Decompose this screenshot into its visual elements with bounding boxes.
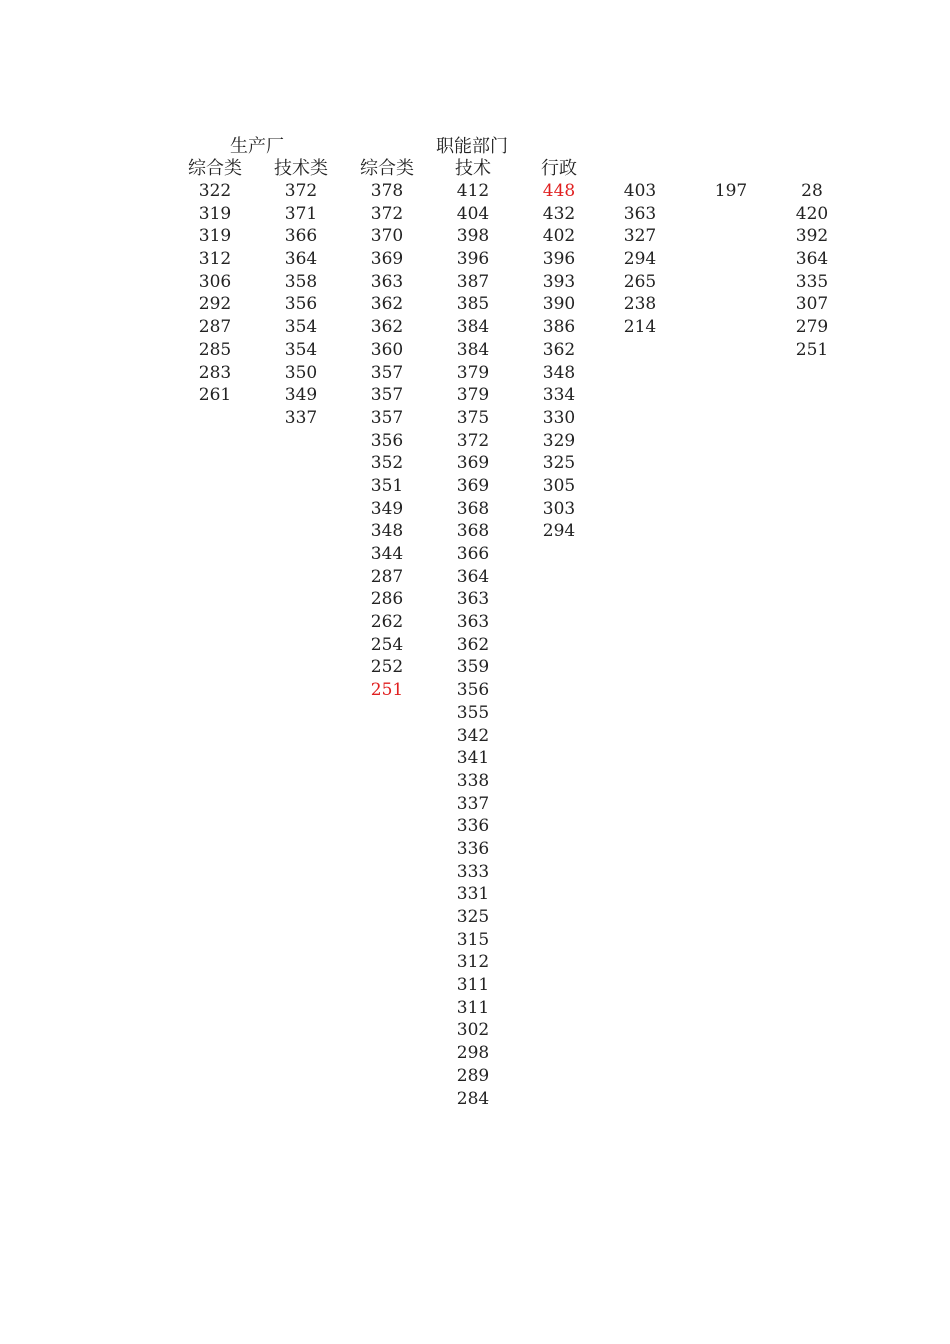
table-cell: 214 (623, 317, 657, 338)
table-cell: 357 (370, 385, 404, 406)
table-cell: 371 (284, 203, 318, 224)
table-cell: 379 (456, 385, 490, 406)
table-cell: 363 (370, 271, 404, 292)
table-cell: 390 (542, 294, 576, 315)
table-cell: 362 (542, 339, 576, 360)
table-cell: 338 (456, 770, 490, 791)
table-cell: 386 (542, 317, 576, 338)
table-cell: 372 (284, 181, 318, 201)
table-cell: 348 (370, 521, 404, 542)
table-cell: 319 (198, 226, 232, 247)
column-header (772, 158, 852, 180)
table-cell: 336 (456, 816, 490, 837)
column-header: 综合类 (360, 158, 414, 179)
table-cell: 311 (456, 997, 490, 1018)
table-cell: 364 (284, 249, 318, 270)
table-cell: 285 (198, 339, 232, 360)
table-cell: 432 (542, 203, 576, 224)
table-cell: 287 (370, 566, 404, 587)
table-cell: 337 (456, 793, 490, 814)
table-cell: 344 (370, 544, 404, 564)
table-cell: 420 (795, 203, 829, 224)
column-header: 技术类 (274, 158, 328, 179)
table-cell: 393 (542, 271, 576, 292)
table-cell: 305 (542, 475, 576, 496)
table-cell: 341 (456, 748, 490, 769)
table-cell: 311 (456, 975, 490, 996)
table-cell: 354 (284, 317, 318, 338)
table-cell: 384 (456, 339, 490, 360)
table-cell: 294 (623, 249, 657, 270)
table-cell: 349 (370, 498, 404, 519)
table-cell: 330 (542, 407, 576, 428)
column-functional-technical (433, 158, 513, 1110)
table-cell: 357 (370, 362, 404, 383)
table-cell: 372 (370, 203, 404, 224)
table-cell: 352 (370, 453, 404, 474)
table-cell: 448 (542, 181, 576, 201)
table-cell: 289 (456, 1065, 490, 1086)
table-cell: 306 (198, 271, 232, 292)
table-cell: 307 (795, 294, 829, 315)
table-cell: 298 (456, 1043, 490, 1064)
column-values (691, 180, 771, 203)
table-cell: 350 (284, 362, 318, 383)
table-cell: 333 (456, 861, 490, 882)
table-cell: 362 (456, 634, 490, 655)
group-header-functional: 职能部门 (436, 136, 508, 157)
table-cell: 378 (370, 181, 404, 201)
table-cell: 279 (795, 317, 829, 338)
table-cell: 363 (456, 589, 490, 610)
table-cell: 358 (284, 271, 318, 292)
table-cell: 412 (456, 181, 490, 201)
table-cell: 334 (542, 385, 576, 406)
table-cell: 355 (456, 702, 490, 723)
table-cell: 337 (284, 407, 318, 428)
table-cell: 384 (456, 317, 490, 338)
table-cell: 396 (456, 249, 490, 270)
table-cell: 325 (542, 453, 576, 474)
table-cell: 251 (795, 339, 829, 360)
table-cell: 402 (542, 226, 576, 247)
table-cell: 322 (198, 181, 232, 201)
column-header: 综合类 (188, 158, 242, 179)
table-cell: 312 (198, 249, 232, 270)
column-production-general (175, 158, 255, 407)
column-values (772, 180, 852, 362)
table-cell: 369 (456, 475, 490, 496)
column-header: 行政 (541, 158, 577, 179)
table-cell: 302 (456, 1020, 490, 1041)
table-cell: 335 (795, 271, 829, 292)
table-cell: 360 (370, 339, 404, 360)
table-cell: 366 (456, 544, 490, 564)
table-cell: 252 (370, 657, 404, 678)
table-cell: 357 (370, 407, 404, 428)
table-cell: 254 (370, 634, 404, 655)
table-cell: 315 (456, 929, 490, 950)
table-cell: 359 (456, 657, 490, 678)
column-production-technical (261, 158, 341, 430)
table-cell: 284 (456, 1088, 490, 1109)
table-cell: 363 (456, 612, 490, 633)
table-cell: 356 (370, 430, 404, 451)
table-cell: 262 (370, 612, 404, 633)
table-cell: 368 (456, 521, 490, 542)
table-cell: 349 (284, 385, 318, 406)
table-cell: 28 (801, 181, 823, 201)
column-functional-admin (519, 158, 599, 543)
table-cell: 362 (370, 294, 404, 315)
table-cell: 336 (456, 838, 490, 859)
table-cell: 312 (456, 952, 490, 973)
table-cell: 387 (456, 271, 490, 292)
table-cell: 370 (370, 226, 404, 247)
table-cell: 372 (456, 430, 490, 451)
column-functional-general (347, 158, 427, 702)
table-cell: 364 (795, 249, 829, 270)
table-cell: 366 (284, 226, 318, 247)
group-header-production: 生产厂 (230, 136, 284, 157)
column-values (347, 180, 427, 702)
column-header: 技术 (455, 158, 491, 179)
table-cell: 396 (542, 249, 576, 270)
column-values (433, 180, 513, 1110)
table-cell: 356 (456, 680, 490, 701)
column-values (261, 180, 341, 430)
table-cell: 319 (198, 203, 232, 224)
table-cell: 348 (542, 362, 576, 383)
table-cell: 379 (456, 362, 490, 383)
table-cell: 354 (284, 339, 318, 360)
table-cell: 369 (456, 453, 490, 474)
column-extra-2 (691, 158, 771, 203)
table-cell: 364 (456, 566, 490, 587)
table-cell: 398 (456, 226, 490, 247)
table-cell: 292 (198, 294, 232, 315)
table-cell: 385 (456, 294, 490, 315)
table-cell: 294 (542, 521, 576, 542)
table-cell: 369 (370, 249, 404, 270)
table-cell: 303 (542, 498, 576, 519)
column-values (519, 180, 599, 543)
column-extra-3 (772, 158, 852, 362)
table-cell: 342 (456, 725, 490, 746)
table-cell: 327 (623, 226, 657, 247)
table-cell: 368 (456, 498, 490, 519)
table-cell: 375 (456, 407, 490, 428)
table-cell: 251 (370, 680, 404, 701)
table-cell: 356 (284, 294, 318, 315)
table-cell: 265 (623, 271, 657, 292)
table-cell: 363 (623, 203, 657, 224)
table-cell: 404 (456, 203, 490, 224)
table-cell: 331 (456, 884, 490, 905)
table-cell: 329 (542, 430, 576, 451)
column-header (691, 158, 771, 180)
table-cell: 325 (456, 907, 490, 927)
column-extra-1 (600, 158, 680, 339)
table-cell: 283 (198, 362, 232, 383)
column-values (175, 180, 255, 407)
column-header (600, 158, 680, 180)
table-cell: 261 (198, 385, 232, 406)
table-cell: 392 (795, 226, 829, 247)
table-cell: 362 (370, 317, 404, 338)
table-cell: 238 (623, 294, 657, 315)
table-cell: 286 (370, 589, 404, 610)
table-cell: 403 (623, 181, 657, 201)
table-cell: 197 (714, 181, 748, 201)
column-values (600, 180, 680, 339)
table-cell: 287 (198, 317, 232, 338)
table-cell: 351 (370, 475, 404, 496)
